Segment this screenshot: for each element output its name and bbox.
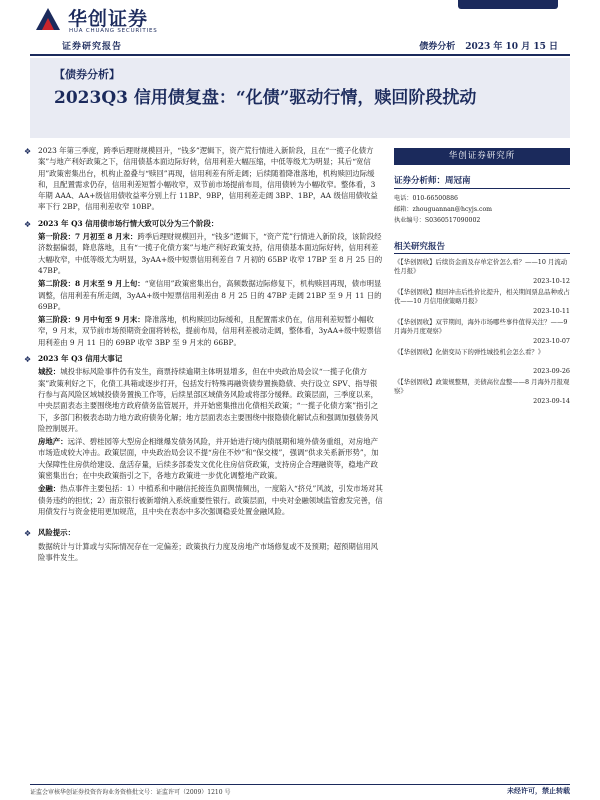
analyst-license: 执业编号：S0360517090002 xyxy=(394,217,481,224)
phase-3 xyxy=(22,314,384,348)
related-reports-title: 相关研究报告 xyxy=(394,242,446,252)
event-finance xyxy=(22,483,384,517)
risk-text: 数据统计与计算或与实际情况存在一定偏差；政策执行力度及房地产市场修复或不及预期；超预期信用风险事件发生。 xyxy=(38,541,378,562)
related-divider xyxy=(394,253,570,254)
phase-1-text: 跨季后理财规模回升，“钱多”逻辑下，“资产荒”行情进入新阶段，该阶段经济数据偏弱，降息落地，且有“一揽子化债方案”与地产利好政策支持，信用债基本面边际好转，信用利差大幅收窄，中低等级尤为明显，3yAA+级中短票信用利差自 7 月初的 65BP 收窄 17BP 至 8 月 25 日的 47BP。 xyxy=(38,232,383,275)
phase-section xyxy=(22,218,384,229)
diamond-bullet-icon: ❖ xyxy=(24,529,32,539)
event-real-estate-label: 房地产： xyxy=(38,437,68,447)
event-finance-label: 金融： xyxy=(38,484,61,494)
logo-name-en: HUA CHUANG SECURITIES xyxy=(69,28,158,34)
related-report-item[interactable]: 《【华创固收】赎回冲击后性价比提升，相关期间票息品种或占优——10 月信用债策略月报》 xyxy=(394,288,570,305)
diamond-bullet-icon: ❖ xyxy=(24,355,32,365)
header-tab-decoration xyxy=(458,0,558,9)
risk-section xyxy=(22,527,384,538)
event-chengtou-text: 城投非标风险事件仍有发生，商票持续逾期主体明显增多，但在中央政治局会议“一揽子化债方案”政策利好之下，化债工具箱或逐步打开，包括发行特殊再融资债券置换隐债、央行设立 SPV、指导银行参与高风险区域城投债务置换工作等，后续星部区域债务风险或将部分缓释。政策层面，三季度以来，中央层面表态主要围绕地方政府债务监管展开，并开始密集推出化债相关政策；“一揽子化债方案”指引之下，多部门积极表态助力地方政府债务化解；地方层面表态主要围绕中报隐债化解试点和强调加强债务风险控制展开。 xyxy=(38,367,379,433)
footer-license: 证监会审核华创证券投资咨询业务资格批文号：证监许可（2009）1210 号 xyxy=(30,789,231,796)
related-report-date: 2023-09-14 xyxy=(533,397,570,405)
report-type: 证券研究报告 xyxy=(62,42,123,52)
analyst-divider xyxy=(394,188,570,189)
risk-heading: 风险提示： xyxy=(38,528,75,538)
event-real-estate xyxy=(22,436,384,481)
header-meta xyxy=(419,39,558,52)
event-finance-text: 热点事件主要包括：1）中植系和中融信托接连负面舆情频出，一度陷入“挤兑”风波，引发市场对其债务违约的担忧；2）南京银行被新增纳入系统重要性银行。政策层面，中央对金融领域监管愈发完善，信用债发行与资金使用更加规范，且中央在表态中多次强调稳妥处置金融风险。 xyxy=(38,484,383,516)
title-block xyxy=(30,58,570,138)
research-institute-box: 华创证券研究所 xyxy=(394,148,570,165)
related-report-date: 2023-09-26 xyxy=(533,367,570,375)
report-date: 2023 年 10 月 15 日 xyxy=(465,42,558,52)
related-report-date: 2023-10-12 xyxy=(533,277,570,285)
summary-column xyxy=(22,140,384,563)
summary-intro: ❖ 2023 年第三季度，跨季后理财规模回升，“钱多”逻辑下，资产荒行情进入新阶段，且在“一揽子化债方案”与地产利好政策之下，信用债基本面边际好转，信用利差大幅压缩，中低等级尤为明显；其后“宽信用”政策密集出台，机构止盈叠与“赎回”再现，信用利差有所走阔；后续随着降准落地，机构赎回边际缓和，且配置需求仍存，信用利差短暂小幅收窄，双节前市场提前布局，信用债转为小幅收窄。整体看，3 年期 AAA、AA+级信用债收益率分别上行 11BP、9BP，信用利差走阔 3BP、1BP，AA 级信用债收益率下行 2BP，信用利差收窄 10BP。 xyxy=(24,146,378,212)
logo-name-cn: 华创证券 xyxy=(68,8,149,30)
analyst-name: 证券分析师：周冠南 xyxy=(394,176,471,186)
related-report-date: 2023-10-11 xyxy=(533,307,570,315)
header-divider xyxy=(30,54,570,56)
company-logo xyxy=(34,4,184,38)
event-real-estate-text: 远洋、碧桂园等大型房企相继爆发债务风险，并开始进行境内债展期和境外债务重组，对房地产市场造成较大冲击。政策层面，中央政治局会议不提“房住不炒”和“保交楼”，强调“供求关系新形势”，加大保障性住房供给建设、盘活存量，后续多部委发文优化住房信贷政策，支持房企合理融资等，稳地产政策密集出台；在中央政策指引之下，各地方政策进一步优化调整地产政策。 xyxy=(38,437,379,481)
report-title: 2023Q3 信用债复盘：“化债”驱动行情，赎回阶段扰动 xyxy=(54,88,477,108)
footer-notice: 未经许可，禁止转载 xyxy=(507,786,570,795)
phase-1 xyxy=(22,231,384,276)
analyst-phone: 电话：010-66500886 xyxy=(394,195,458,202)
phase-1-label: 第一阶段：7 月初至 8 月末： xyxy=(38,232,138,242)
phase-2 xyxy=(22,278,384,312)
phase-heading: 2023 年 Q3 信用债市场行情大致可以分为三个阶段： xyxy=(38,218,219,228)
title-tag: 【债券分析】 xyxy=(54,68,120,81)
related-report-item[interactable]: 《【华创固收】政策规整期，美债高位盘整——8 月海外月报观察》 xyxy=(394,378,570,395)
logo-mark-icon xyxy=(34,6,62,32)
related-report-item[interactable]: 《【华创固收】双节期间，海外市场哪些事件值得关注？——9 月海外月度观察》 xyxy=(394,318,568,335)
related-report-item[interactable]: 《【华创固收】化债变局下的弹性城投机会怎么看？》 xyxy=(394,348,545,356)
analyst-email[interactable]: 邮箱：zhouguannan@hcyjs.com xyxy=(394,206,493,213)
phase-3-label: 第三阶段：9 月中旬至 9 月末： xyxy=(38,315,145,325)
related-report-item[interactable]: 《【华创固收】后续资金面及存单定价怎么看？——10 月流动性月报》 xyxy=(394,258,568,275)
footer-divider xyxy=(30,784,570,785)
phase-2-text: “宽信用”政策密集出台，高频数据边际修复下，机构赎回再现，债市明显调整，信用利差有所走阔，3yAA+级中短票信用利差由 8 月 25 日的 47BP 走阔 21BP 至 9 月 11 日的 69BP。 xyxy=(38,279,382,311)
phase-3-text: 降准落地，机构赎回边际缓和，且配置需求仍在，信用利差短暂小幅收窄，9 月末，双节前市场预期资金面将转松，提前布局，信用利差被动走阔，整体看，3yAA+级中短票信用利差由 9 月 11 日的 69BP 收窄 3BP 至 9 月末的 66BP。 xyxy=(38,315,382,347)
phase-2-label: 第二阶段：8 月末至 9 月上旬： xyxy=(38,279,145,289)
report-category: 债券分析 xyxy=(419,42,456,52)
related-report-date: 2023-10-07 xyxy=(533,337,570,345)
events-section xyxy=(22,353,384,364)
event-chengtou-label: 城投： xyxy=(38,367,61,377)
diamond-bullet-icon: ❖ xyxy=(24,147,32,156)
events-heading: 2023 年 Q3 信用大事记 xyxy=(38,354,123,364)
diamond-bullet-icon: ❖ xyxy=(24,219,32,229)
event-chengtou xyxy=(22,366,384,434)
